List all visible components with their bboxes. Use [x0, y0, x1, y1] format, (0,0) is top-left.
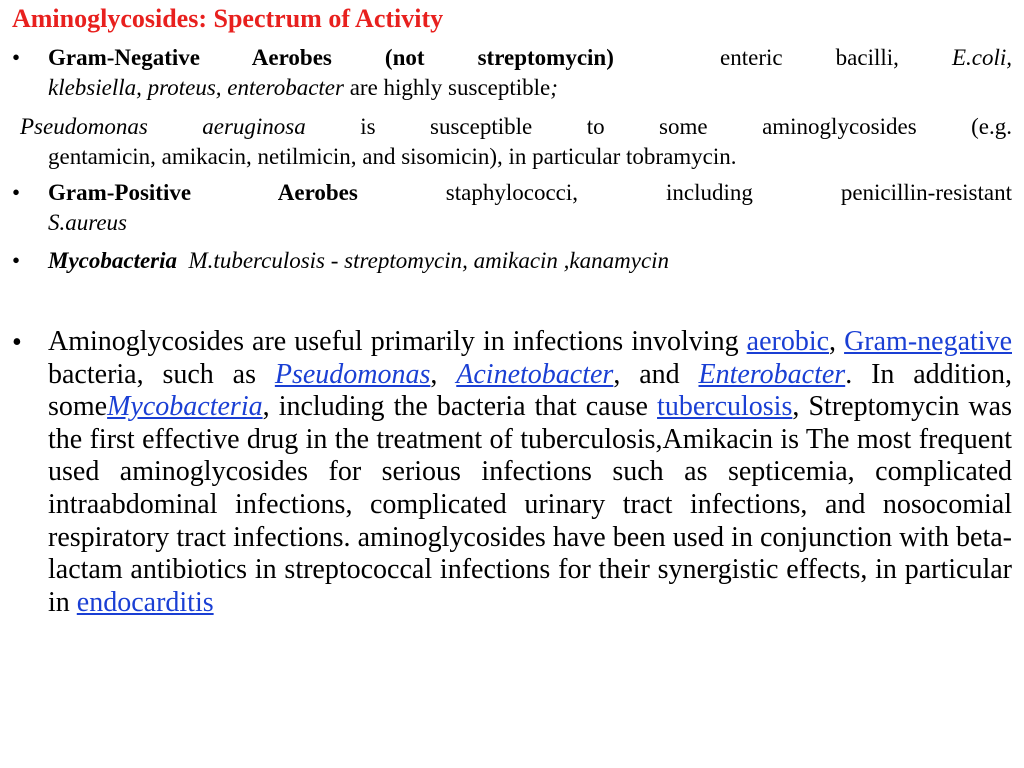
uses-text-5: , including the bacteria that cause — [262, 391, 648, 423]
gram-positive-line2 — [48, 208, 1012, 238]
gram-positive-line1 — [48, 178, 1012, 208]
uses-text-3: , and — [613, 358, 680, 390]
link-mycobacteria[interactable] — [107, 391, 263, 422]
uses-text-6: , Streptomycin was the first effective drug in the treatment of tuberculosis,Amikacin is The most frequent used aminoglycosides for serious infections such as septicemia, complicated intraabdominal infections, complicated urinary tract infections, and nosocomial respiratory tract infections. aminoglycosides have been used in conjunction with beta-lactam antibiotics in streptococcal infections for their synergistic effects, in particular in — [48, 391, 1013, 618]
link-acinetobacter[interactable] — [456, 359, 613, 390]
gram-positive-text: staphylococci, including penicillin-resistant — [445, 180, 1012, 205]
mycobacteria-heading: Mycobacteria — [48, 248, 178, 273]
ecoli-text: E.coli, — [951, 45, 1013, 70]
bullet-marker: • — [12, 327, 22, 358]
gram-negative-heading: Gram-Negative Aerobes (not streptomycin) — [48, 45, 614, 70]
pseudomonas-line1 — [20, 112, 1012, 142]
pseudomonas-name: Pseudomonas aeruginosa — [20, 114, 306, 139]
gram-negative-text1: enteric bacilli, — [720, 45, 899, 70]
link-enterobacter-text: Enterobacter — [698, 358, 846, 390]
uses-text-1: Aminoglycosides are useful primarily in infections involving — [48, 326, 739, 357]
link-enterobacter[interactable] — [699, 359, 846, 390]
gram-negative-organisms: klebsiella, proteus, enterobacter — [48, 75, 344, 100]
link-mycobacteria-text: Mycobacteria — [107, 391, 263, 423]
link-pseudomonas-text: Pseudomonas — [274, 358, 431, 390]
link-aerobic[interactable]: aerobic — [746, 326, 830, 357]
slide-title: Aminoglycosides: Spectrum of Activity — [12, 4, 444, 33]
link-tuberculosis[interactable]: tuberculosis — [657, 391, 793, 423]
uses-paragraph — [48, 326, 1012, 619]
uses-comma-2: , — [430, 358, 438, 390]
mycobacteria-line — [48, 246, 1012, 276]
link-endocarditis[interactable]: endocarditis — [76, 586, 214, 618]
pseudomonas-line2: gentamicin, amikacin, netilmicin, and sisomicin), in particular tobramycin. — [48, 144, 737, 169]
gram-negative-line2 — [48, 73, 1012, 103]
saureus-text: S.aureus — [48, 210, 128, 235]
bullet-marker: • — [12, 45, 21, 70]
uses-text-2: bacteria, such as — [48, 358, 256, 390]
uses-text-4: . In addition, some — [48, 358, 1013, 423]
uses-comma-1: , — [829, 326, 837, 357]
gram-negative-line1 — [48, 43, 1012, 73]
link-pseudomonas[interactable] — [275, 359, 431, 390]
link-acinetobacter-text: Acinetobacter — [456, 358, 614, 390]
mycobacteria-text: M.tuberculosis - streptomycin, amikacin ,kanamycin — [188, 248, 670, 273]
gram-negative-semicolon: ; — [550, 75, 558, 100]
gram-negative-text2: are highly susceptible — [349, 75, 551, 100]
bullet-marker: • — [12, 248, 21, 273]
link-gram-negative[interactable]: Gram-negative — [844, 326, 1012, 357]
pseudomonas-text: is susceptible to some aminoglycosides (e.g. — [360, 114, 1012, 139]
gram-positive-heading: Gram-Positive Aerobes — [48, 180, 358, 205]
bullet-marker: • — [12, 180, 21, 205]
